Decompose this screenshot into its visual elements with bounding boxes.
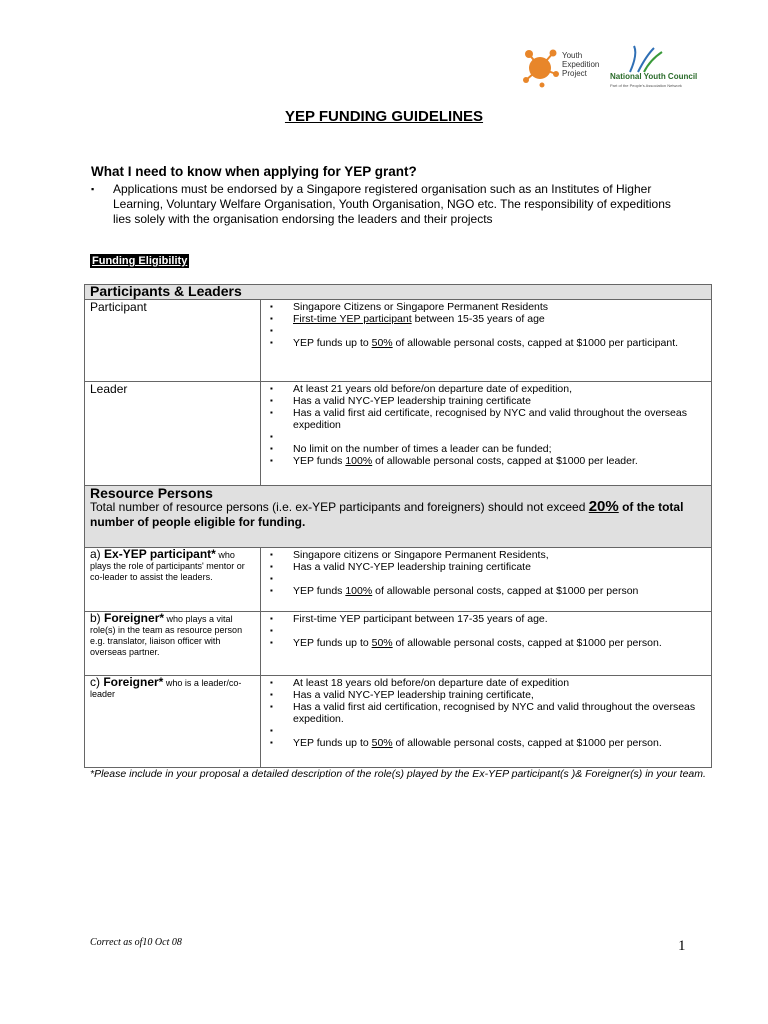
list-item-text: of allowable personal costs, capped at $1000 per participant. [392,337,679,349]
underlined-text: 50% [371,737,393,749]
list-item: ▪ At least 21 years old before/on departure date of expedition, [266,383,706,395]
list-item [266,337,706,349]
list-item: ▪ Singapore citizens or Singapore Permanent Residents, [266,549,706,561]
underlined-text: 100% [345,585,373,597]
table-section-header [85,486,712,548]
footnote: *Please include in your proposal a detailed description of the role(s) played by the Ex-YEP participant(s )& Foreigner(s) in your team. [90,768,706,780]
list-item-text: of allowable personal costs, capped at $1000 per person. [392,737,662,749]
list-item [266,313,706,325]
table-row [85,548,712,612]
foreigner-resource-label [85,612,261,676]
row-prefix: c) [90,675,104,689]
role-name: Foreigner* [104,611,165,625]
table-section-header [85,285,712,300]
nyc-logo-subtext: Part of the People's Association Network [610,83,682,88]
note-percentage: 20% [588,498,619,515]
footer-date: Correct as of10 Oct 08 [90,937,182,948]
table-row [85,612,712,676]
list-item-text: of allowable personal costs, capped at $1000 per person. [392,637,662,649]
list-item: ▪ Has a valid NYC-YEP leadership training certificate, [266,689,706,701]
bullet-icon: ▪ [91,184,95,194]
list-item [266,637,706,649]
note-text: Total number of resource persons (i.e. ex-YEP participants and foreigners) should not exceed [90,500,589,514]
note-bold-text: of the total number of people eligible for funding. [90,500,684,529]
list-item: ▪ Singapore Citizens or Singapore Permanent Residents [266,301,706,313]
yep-logo [520,44,610,88]
role-name: Ex-YEP participant* [104,547,216,561]
role-description: who plays the role of participants' mentor or co-leader to assist the leaders. [90,550,245,582]
ex-yep-participant-label [85,548,261,612]
list-item: ▪ Has a valid first aid certificate, recognised by NYC and valid throughout the overseas expedition [266,407,706,431]
funding-table [84,284,712,768]
role-description: who is a leader/co-leader [90,678,242,699]
ex-yep-criteria [261,548,712,612]
foreigner-resource-criteria [261,612,712,676]
list-item [266,737,706,749]
nyc-logo [610,44,700,90]
list-item-text: YEP funds up to [293,337,372,349]
intro-text: Applications must be endorsed by a Singapore registered organisation such as an Institutes of Higher Learning, Voluntary Welfare Organisation, Youth Organisation, NGO etc. The responsibility of expeditions lies solely with the organisation endorsing the leaders and their projects [113,182,671,226]
underlined-text: 50% [371,337,393,349]
intro-paragraph [91,182,691,227]
list-item-text: of allowable personal costs, capped at $1000 per person [372,585,639,597]
yep-logo-icon [520,44,562,88]
list-item [266,585,706,597]
foreigner-leader-criteria [261,676,712,768]
yep-logo-text: Youth Expedition Project [562,51,600,78]
participant-criteria [261,300,712,382]
list-item-text: YEP funds up to [293,737,372,749]
role-name: Foreigner* [103,675,164,689]
page-number: 1 [678,938,686,954]
list-item-text: of allowable personal costs, capped at $1000 per leader. [372,455,638,467]
nyc-logo-text: National Youth Council [610,72,698,81]
foreigner-leader-label [85,676,261,768]
list-item-text: between 15-35 years of age [411,313,545,325]
funding-eligibility-heading: Funding Eligibility [92,255,188,267]
list-item-text: YEP funds [293,455,346,467]
header-logos [520,44,700,92]
leader-label: Leader [85,382,261,486]
list-item: ▪ Has a valid NYC-YEP leadership training certificate [266,561,706,573]
page-title: YEP FUNDING GUIDELINES [284,108,484,125]
leader-criteria [261,382,712,486]
table-row [85,676,712,768]
nyc-logo-icon [610,44,680,74]
section-question: What I need to know when applying for YEP grant? [91,164,417,179]
resource-persons-header: Resource Persons [90,485,213,501]
underlined-text: 100% [345,455,373,467]
list-item [266,455,706,467]
list-item: ▪ Has a valid NYC-YEP leadership training certificate [266,395,706,407]
underlined-text: 50% [371,637,393,649]
resource-persons-note [90,499,706,530]
list-item: ▪ First-time YEP participant between 17-35 years of age. [266,613,706,625]
table-row [85,382,712,486]
row-prefix: b) [90,611,105,625]
participant-label: Participant [85,300,261,382]
list-item: ▪ At least 18 years old before/on departure date of expedition [266,677,706,689]
list-item: ▪ Has a valid first aid certification, recognised by NYC and valid throughout the overseas expedition. [266,701,706,725]
list-item-text: YEP funds up to [293,637,372,649]
list-item-text: YEP funds [293,585,346,597]
participants-leaders-header: Participants & Leaders [90,283,242,299]
row-prefix: a) [90,547,105,561]
table-row [85,300,712,382]
role-description: who plays a vital role(s) in the team as resource person e.g. translator, liaison officer with overseas partner. [90,614,243,657]
list-item: ▪ No limit on the number of times a leader can be funded; [266,443,706,455]
underlined-text: First-time YEP participant [293,313,412,325]
